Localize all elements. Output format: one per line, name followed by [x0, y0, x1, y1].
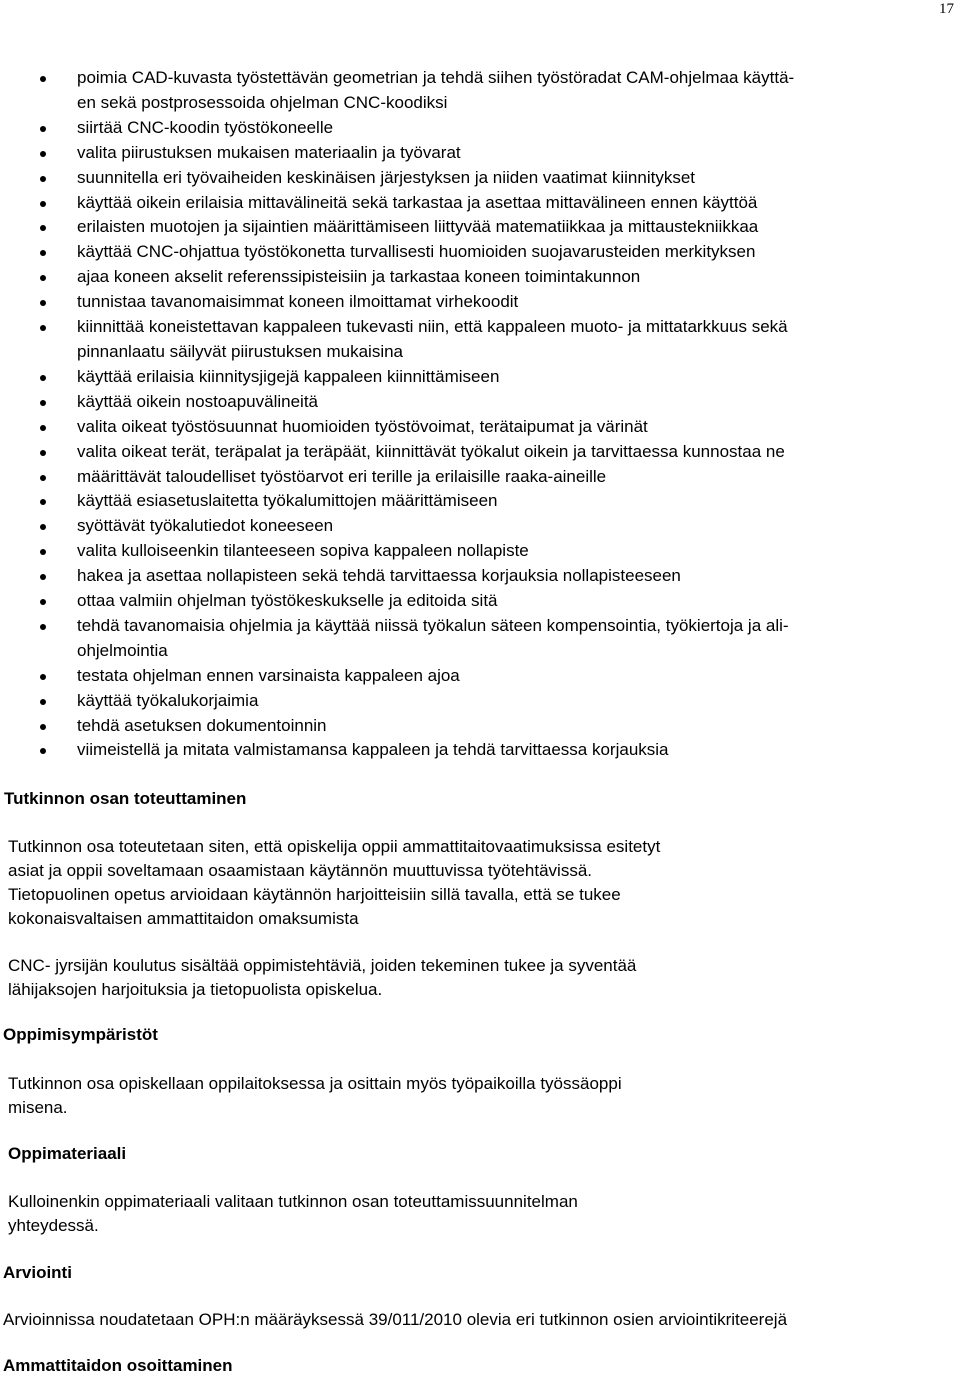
bullet-item — [40, 738, 950, 763]
bullet-text: tunnistaa tavanomaisimmat koneen ilmoittamat virhekoodit — [77, 292, 519, 312]
bullet-text: testata ohjelman ennen varsinaista kappaleen ajoa — [77, 665, 460, 685]
bullet-item — [40, 66, 950, 116]
bullet-text: erilaisten muotojen ja sijaintien määrittämiseen liittyvää matematiikkaa ja mittaustekniikkaa — [77, 217, 759, 237]
bullet-text: käyttää oikein nostoapuvälineitä — [77, 391, 318, 411]
bullet-text: tehdä asetuksen dokumentoinnin — [77, 715, 327, 735]
bullet-item — [40, 564, 950, 589]
bullet-item — [40, 514, 950, 539]
bullet-text: käyttää esiasetuslaitetta työkalumittojen määrittämiseen — [77, 491, 498, 511]
bullet-dot-icon — [40, 599, 46, 605]
bullet-text: valita piirustuksen mukaisen materiaalin ja työvarat — [77, 142, 461, 162]
bullet-item — [40, 415, 950, 440]
toteuttaminen-paragraph-1: Tutkinnon osa toteutetaan siten, että opiskelija oppii ammattitaitovaatimuksissa esitetyt asiat ja oppii soveltamaan osaamistaan käytännön muuttuvissa työtehtävissä. Tietopuolinen opetus arvioidaan käytännön harjoitteisiin sillä tavalla, että se tukee kokonaisvaltaisen ammattitaidon omaksumista — [8, 837, 661, 928]
bullet-text: siirtää CNC-koodin työstökoneelle — [77, 117, 334, 137]
bullet-dot-icon — [40, 151, 46, 157]
bullet-dot-icon — [40, 126, 46, 132]
bullet-text: käyttää työkalukorjaimia — [77, 690, 259, 710]
bullet-item — [40, 116, 950, 141]
section-heading-arviointi: Arviointi — [3, 1263, 72, 1282]
bullet-dot-icon — [40, 699, 46, 705]
arviointi-paragraph: Arvioinnissa noudatetaan OPH:n määräyksessä 39/011/2010 olevia eri tutkinnon osien arviointikriteerejä — [3, 1310, 788, 1329]
bullet-dot-icon — [40, 250, 46, 256]
bullet-item — [40, 166, 950, 191]
bullet-text: tehdä tavanomaisia ohjelmia ja käyttää niissä työkalun säteen kompensointia, työkiertoja ja ali- ohjelmointia — [77, 615, 789, 660]
bullet-dot-icon — [40, 176, 46, 182]
bullet-text: kiinnittää koneistettavan kappaleen tukevasti niin, että kappaleen muoto- ja mittatarkkuus sekä pinnanlaatu säilyvät piirustuksen mukaisina — [77, 317, 788, 361]
bullet-text: ajaa koneen akselit referenssipisteisiin ja tarkastaa koneen toimintakunnon — [77, 267, 641, 287]
bullet-item — [40, 141, 950, 166]
oppimateriaali-paragraph: Kulloinenkin oppimateriaali valitaan tutkinnon osan toteuttamissuunnitelman yhteydessä. — [8, 1192, 578, 1235]
section-heading-oppimateriaali: Oppimateriaali — [8, 1144, 127, 1163]
bullet-text: ottaa valmiin ohjelman työstökeskukselle ja editoida sitä — [77, 591, 498, 611]
bullet-item — [40, 539, 950, 564]
bullet-item — [40, 290, 950, 315]
skills-bullet-list — [40, 66, 950, 763]
bullet-dot-icon — [40, 425, 46, 431]
bullet-text: poimia CAD-kuvasta työstettävän geometrian ja tehdä siihen työstöradat CAM-ohjelmaa käyttä- en sekä postprosessoida ohjelman CNC-koodiksi — [77, 68, 795, 112]
bullet-dot-icon — [40, 524, 46, 530]
bullet-item — [40, 265, 950, 290]
bullet-text: käyttää oikein erilaisia mittavälineitä sekä tarkastaa ja asettaa mittavälineen ennen käyttöä — [77, 192, 758, 212]
bullet-text: syöttävät työkalutiedot koneeseen — [77, 516, 334, 536]
bullet-dot-icon — [40, 325, 46, 331]
bullet-dot-icon — [40, 375, 46, 381]
bullet-dot-icon — [40, 300, 46, 306]
toteuttaminen-paragraph-2: CNC- jyrsijän koulutus sisältää oppimistehtäviä, joiden tekeminen tukee ja syventää lähijaksojen harjoituksia ja tietopuolista opiskelua. — [8, 956, 637, 999]
bullet-dot-icon — [40, 748, 46, 754]
bullet-text: määrittävät taloudelliset työstöarvot eri terille ja erilaisille raaka-aineille — [77, 466, 607, 486]
page-number: 17 — [939, 1, 954, 17]
section-heading-oppimisymparistot: Oppimisympäristöt — [3, 1025, 158, 1044]
bullet-item — [40, 714, 950, 739]
bullet-dot-icon — [40, 76, 46, 82]
bullet-dot-icon — [40, 499, 46, 505]
bullet-dot-icon — [40, 275, 46, 281]
bullet-item — [40, 589, 950, 614]
bullet-text: valita oikeat terät, teräpalat ja teräpäät, kiinnittävät työkalut oikein ja tarvittaessa kunnostaa ne — [77, 441, 785, 461]
bullet-item — [40, 689, 950, 714]
bullet-dot-icon — [40, 674, 46, 680]
bullet-item — [40, 365, 950, 390]
bullet-item — [40, 390, 950, 415]
bullet-text: valita kulloiseenkin tilanteeseen sopiva kappaleen nollapiste — [77, 541, 529, 561]
bullet-item — [40, 240, 950, 265]
bullet-item — [40, 465, 950, 490]
bullet-item — [40, 191, 950, 216]
bullet-text: käyttää erilaisia kiinnitysjigejä kappaleen kiinnittämiseen — [77, 366, 500, 386]
bullet-text: valita oikeat työstösuunnat huomioiden työstövoimat, terätaipumat ja värinät — [77, 416, 648, 436]
section-heading-toteuttaminen: Tutkinnon osan toteuttaminen — [4, 789, 247, 808]
bullet-dot-icon — [40, 450, 46, 456]
bullet-dot-icon — [40, 225, 46, 231]
bullet-item — [40, 215, 950, 240]
bullet-text: suunnitella eri työvaiheiden keskinäisen järjestyksen ja niiden vaatimat kiinnitykset — [77, 167, 695, 187]
bullet-item — [40, 315, 950, 365]
bullet-item — [40, 664, 950, 689]
bullet-dot-icon — [40, 400, 46, 406]
section-heading-ammattitaidon-osoittaminen: Ammattitaidon osoittaminen — [3, 1356, 233, 1375]
bullet-item — [40, 440, 950, 465]
bullet-text: käyttää CNC-ohjattua työstökonetta turvallisesti huomioiden suojavarusteiden merkityksen — [77, 242, 756, 262]
bullet-dot-icon — [40, 475, 46, 481]
bullet-item — [40, 489, 950, 514]
bullet-item — [40, 614, 950, 664]
bullet-text: hakea ja asettaa nollapisteen sekä tehdä tarvittaessa korjauksia nollapisteeseen — [77, 566, 681, 586]
bullet-text: viimeistellä ja mitata valmistamansa kappaleen ja tehdä tarvittaessa korjauksia — [77, 740, 669, 760]
bullet-dot-icon — [40, 549, 46, 555]
bullet-dot-icon — [40, 574, 46, 580]
bullet-dot-icon — [40, 724, 46, 730]
bullet-dot-icon — [40, 201, 46, 207]
bullet-dot-icon — [40, 624, 46, 630]
oppimisymparistot-paragraph: Tutkinnon osa opiskellaan oppilaitoksessa ja osittain myös työpaikoilla työssäoppi misena. — [8, 1074, 622, 1117]
